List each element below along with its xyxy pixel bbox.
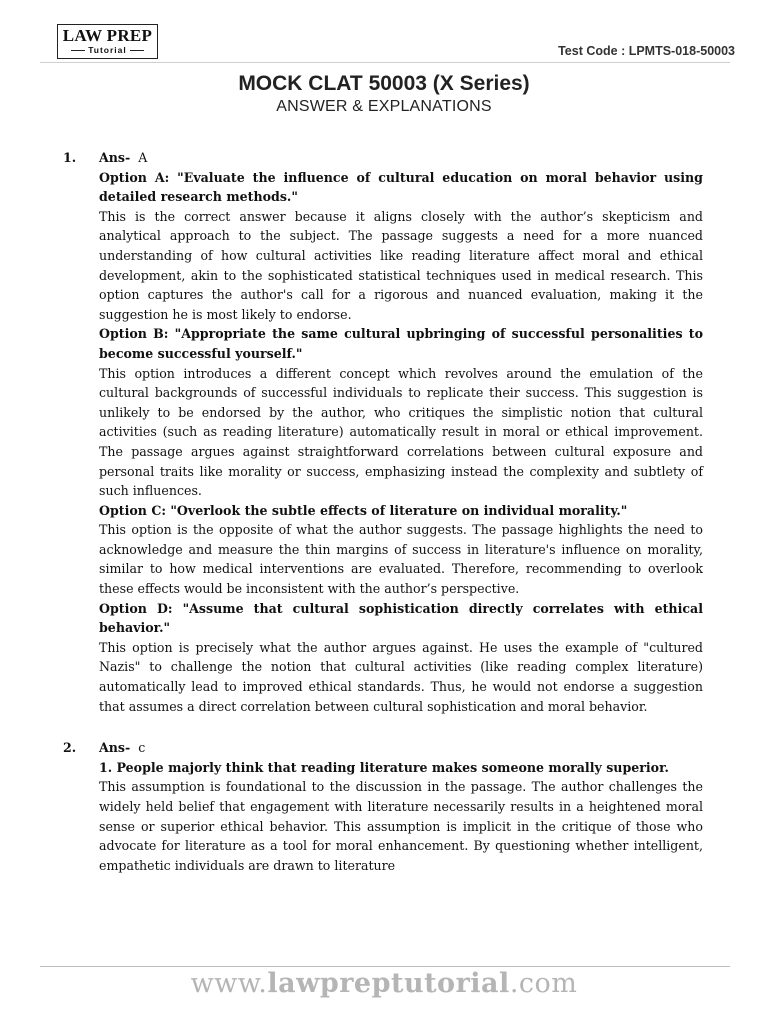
test-code: Test Code : LPMTS-018-50003 [558,44,735,58]
logo-sub-row [58,45,157,55]
question-item [0,738,768,875]
question-number: 2. [63,740,77,756]
footer-url-suffix: .com [509,968,578,999]
answer-label: Ans- [99,150,131,165]
option-heading: Option D: "Assume that cultural sophistication directly correlates with ethical behavior." [99,600,703,636]
question-number: 1. [63,150,77,165]
option-heading: Option B: "Appropriate the same cultural upbringing of successful personalities to become successful yourself." [99,326,703,361]
page-title: MOCK CLAT 50003 (X Series) [238,72,530,95]
answer-line [99,148,703,168]
logo-rule-left [71,50,85,51]
answer-list [0,148,768,897]
answer-value: c [138,740,146,756]
footer-url-prefix: www. [190,968,268,999]
logo-rule-right [130,50,144,51]
header-divider [40,62,730,63]
option-heading: Option C: "Overlook the subtle effects of literature on individual morality." [99,502,628,518]
answer-value: A [138,150,148,165]
option-explanation: This option is the opposite of what the author suggests. The passage highlights the need to acknowledge and measure the thin margins of success in literature's influence on morality, similar to how medical interventions are evaluated. Therefore, recommending to overlook these effects would be inconsistent with the author’s perspective. [99,522,703,597]
footer-website [0,968,768,999]
page-subtitle: ANSWER & EXPLANATIONS [276,98,492,115]
option-explanation: This option is precisely what the author argues against. He uses the example of "cultured Nazis" to challenge the notion that cultural activities (like reading complex literature) automatically lead to improved ethical standards. Thus, he would not endorse a suggestion that assumes a direct correlation between cultural sophistication and moral behavior. [99,639,703,714]
logo-sub-text: Tutorial [88,45,127,55]
option-explanation: This is the correct answer because it aligns closely with the author’s skepticism and analytical approach to the subject. The passage suggests a need for a more nuanced understanding of how cultural activities like reading literature affect moral and ethical development, akin to the sophisticated statistical techniques used in medical research. This option captures the author's call for a rigorous and nuanced evaluation, making it the suggestion he is most likely to endorse. [99,208,703,322]
option-explanation: This option introduces a different concept which revolves around the emulation of the cultural backgrounds of successful individuals to replicate their success. This suggestion is unlikely to be endorsed by the author, who critiques the simplistic notion that cultural activities (such as reading literature) automatically result in moral or ethical improvement. The passage argues against straightforward correlations between cultural exposure and personal traits like morality or success, emphasizing instead the complexity and subtlety of such influences. [99,365,703,499]
law-prep-logo [57,24,158,59]
footer-url-domain: lawpreptutorial [267,968,510,999]
answer-line [99,738,703,758]
answer-label: Ans- [99,740,131,756]
statement-heading: 1. People majorly think that reading literature makes someone morally superior. [99,759,669,775]
statement-explanation: This assumption is foundational to the discussion in the passage. The author challenges the widely held belief that engagement with literature necessarily results in a heightened moral sense or superior ethical behavior. This assumption is implicit in the critique of those who advocate for literature as a tool for moral enhancement. By questioning whether intelligent, empathetic individuals are drawn to literature [99,779,703,873]
question-item [0,148,768,716]
footer-divider [40,966,730,967]
logo-main-text: LAW PREP [62,26,153,45]
option-heading: Option A: "Evaluate the influence of cultural education on moral behavior using detailed research methods." [99,169,703,205]
